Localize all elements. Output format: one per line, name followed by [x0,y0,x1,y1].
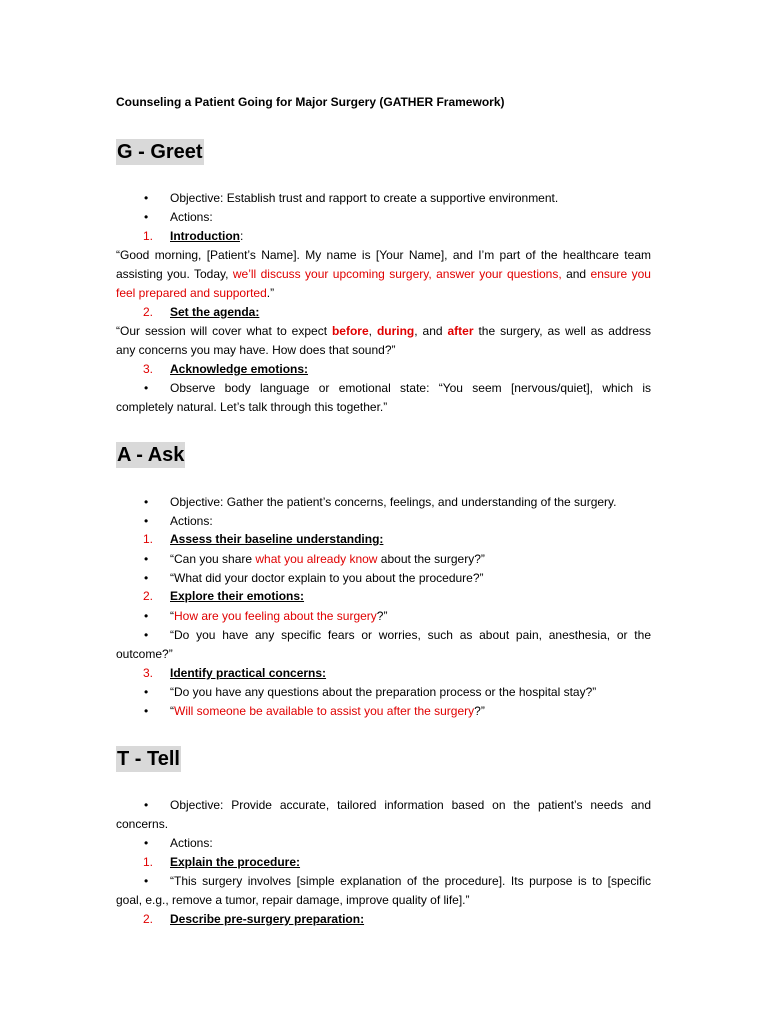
bullet-icon: • [144,704,149,718]
paragraph-line: any concerns you may have. How does that sound?” [116,343,396,357]
bullet-icon: • [144,628,149,642]
subheading-pre-surgery: Describe pre-surgery preparation: [170,912,365,926]
paragraph-line: assisting you. Today, we’ll discuss your upcoming surgery, answer your questions, and ensure you [116,267,651,281]
bullet-icon: • [144,381,149,395]
bullet-icon: • [144,836,149,850]
bullet-icon: • [144,552,149,566]
bullet-icon: • [144,495,149,509]
document-page: Counseling a Patient Going for Major Surgery (GATHER Framework) G - Greet • Objective: Establish trust and rapport to create a supportive environment. • Actions: 1. Introduction: “Good morning, [Patient’s Name]. My name is [Your Name], and I’m part of the healthcare team assisting you. Today, we’ll discuss your upcoming surgery, answer your questions, and ensure you feel prepared and supported.” 2. Set the agenda: “Our session will cover what to expect before, during, and after the surgery, as well as address any concerns you may have. How does that sound?” 3. Acknowledge emotions: • Observe body language or emotional state: “You seem [nervous/quiet], which is completely natural. Let’s talk through this together.” A - Ask • Objective: Gather the patient’s concerns, feelings, and understanding of the surgery. • Actions: 1. Assess their baseline understanding: • “Can you share what you already know about the surgery?” • “What did your doctor explain to you about the procedure?” 2. Explore their emotions: • “How are you feeling about the surgery?” • “Do you have any specific fears or worries, such as about pain, anesthesia, or the outcome?” 3. Identify practical concerns: • “Do you have any questions about the preparation process or the hospital stay?” • “Will someone be available to assist you after the surgery?” T - Tell • Objective: Provide accurate, tailored information based on the patient’s needs and concerns. • Actions: 1. Explain the procedure: • “This surgery involves [simple explanation of the procedure]. Its purpose is to [specific goal, e.g., remove a tumor, repair damage, improve quality of life].” 2. Describe pre-surgery preparation: [0,0,768,1024]
bullet-icon: • [144,571,149,585]
paragraph-line: “Good morning, [Patient’s Name]. My name is [Your Name], and I’m part of the healthcare team [116,248,651,262]
bullet-icon: • [144,210,149,224]
paragraph-line: outcome?” [116,647,173,661]
paragraph-line: concerns. [116,817,169,831]
paragraph-line: “Our session will cover what to expect before, during, and after the surgery, as well as address [116,324,651,338]
subheading-baseline: Assess their baseline understanding: [170,532,384,546]
bullet-icon: • [144,514,149,528]
bullet-icon: • [144,685,149,699]
subheading-introduction: Introduction [170,229,240,243]
paragraph-line: feel prepared and supported.” [116,286,275,300]
section-heading-greet: G - Greet [117,141,203,163]
subheading-emotions: Explore their emotions: [170,589,305,603]
bullet-icon: • [144,874,149,888]
subheading-procedure: Explain the procedure: [170,855,301,869]
paragraph-line: completely natural. Let’s talk through this together.” [116,400,388,414]
paragraph-line: goal, e.g., remove a tumor, repair damage, improve quality of life].” [116,893,470,907]
subheading-practical: Identify practical concerns: [170,666,327,680]
bullet-icon: • [144,798,149,812]
section-heading-tell: T - Tell [117,748,180,770]
section-heading-ask: A - Ask [117,444,185,466]
bullet-icon: • [144,609,149,623]
bullet-icon: • [144,191,149,205]
document-title: Counseling a Patient Going for Major Surgery (GATHER Framework) [116,95,505,109]
subheading-acknowledge: Acknowledge emotions: [170,362,309,376]
subheading-set-agenda: Set the agenda: [170,305,260,319]
